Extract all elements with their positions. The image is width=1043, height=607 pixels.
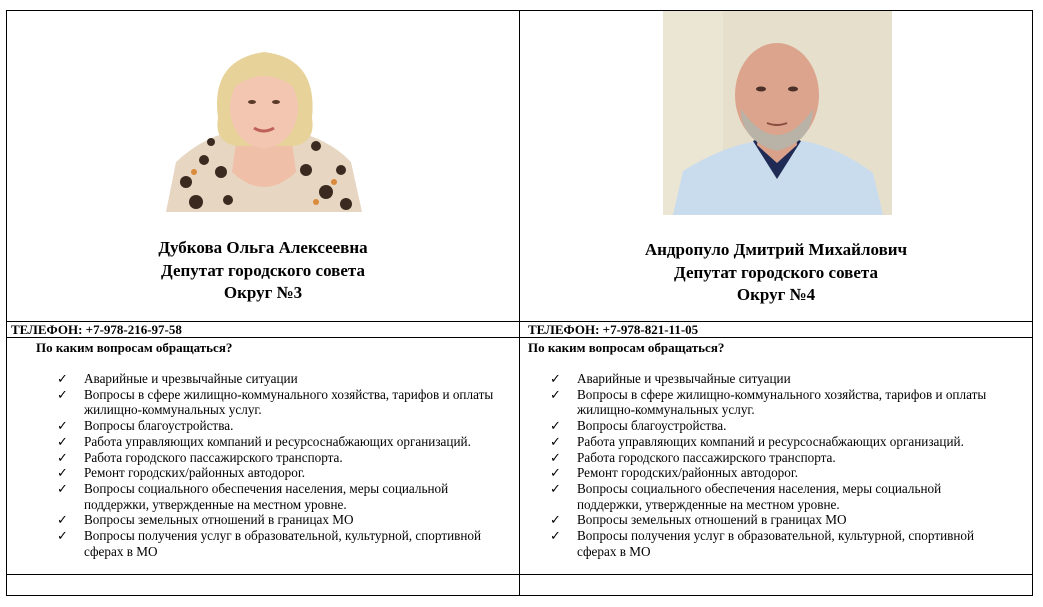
- deputy-name: Дубкова Ольга Алексеевна: [158, 238, 368, 257]
- checkmark-icon: ✓: [57, 528, 68, 544]
- list-item: ✓ Ремонт городских/районных автодорог.: [57, 465, 306, 481]
- list-item: ✓ Вопросы получения услуг в образовательной, культурной, спортивной сферах в МО: [57, 528, 482, 559]
- list-item: ✓ Аварийные и чрезвычайные ситуации: [57, 371, 298, 386]
- list-item: ✓ Аварийные и чрезвычайные ситуации: [550, 371, 791, 386]
- deputy-position: Депутат городского совета: [674, 262, 878, 282]
- checkmark-icon: ✓: [57, 386, 68, 402]
- deputy-phone: ТЕЛЕФОН: +7-978-216-97-58: [11, 322, 182, 337]
- list-item: ✓ Вопросы получения услуг в образовательной, культурной, спортивной сферах в МО: [550, 528, 975, 559]
- deputy-phone: ТЕЛЕФОН: +7-978-821-11-05: [528, 322, 699, 337]
- checkmark-icon: ✓: [57, 418, 68, 434]
- deputy-name-block-1: [7, 237, 519, 305]
- checkmark-icon: ✓: [550, 386, 561, 402]
- checkmark-icon: ✓: [57, 433, 68, 449]
- checkmark-icon: ✓: [550, 449, 561, 465]
- list-item: ✓ Вопросы в сфере жилищно-коммунального хозяйства, тарифов и оплаты жилищно-коммунальных услуг.: [57, 386, 494, 418]
- checkmark-icon: ✓: [57, 480, 68, 496]
- row-divider-topics: [7, 574, 1032, 575]
- list-item: ✓ Вопросы земельных отношений в границах МО: [550, 512, 847, 528]
- list-item: ✓ Работа городского пассажирского транспорта.: [57, 449, 343, 465]
- list-item: ✓ Работа городского пассажирского транспорта.: [550, 449, 836, 465]
- deputy-photo-2: [663, 11, 892, 215]
- checkmark-icon: ✓: [57, 449, 68, 465]
- list-item: ✓ Работа управляющих компаний и ресурсоснабжающих организаций.: [57, 433, 471, 449]
- list-item: ✓ Вопросы земельных отношений в границах МО: [57, 512, 354, 528]
- checkmark-icon: ✓: [57, 512, 68, 528]
- checkmark-icon: ✓: [550, 433, 561, 449]
- row-divider-phone: [7, 337, 1032, 338]
- deputy-photo-1: [166, 42, 362, 212]
- deputy-name-block-2: [520, 239, 1032, 307]
- list-item: ✓ Работа управляющих компаний и ресурсоснабжающих организаций.: [550, 433, 964, 449]
- deputy-name: Андропуло Дмитрий Михайлович: [644, 240, 908, 259]
- checkmark-icon: ✓: [57, 465, 68, 481]
- deputy-district: Округ №4: [736, 285, 816, 304]
- checkmark-icon: ✓: [57, 371, 68, 386]
- list-item: ✓ Вопросы социального обеспечения населения, меры социальной поддержки, утвержденные на местном уровне.: [57, 480, 449, 512]
- checkmark-icon: ✓: [550, 418, 561, 434]
- deputy-position: Депутат городского совета: [161, 260, 365, 280]
- topics-heading: По каким вопросам обращаться?: [528, 340, 725, 355]
- checkmark-icon: ✓: [550, 512, 561, 528]
- list-item: ✓ Вопросы благоустройства.: [57, 418, 234, 434]
- checkmark-icon: ✓: [550, 480, 561, 496]
- list-item: ✓ Ремонт городских/районных автодорог.: [550, 465, 799, 481]
- list-item: ✓ Вопросы социального обеспечения населения, меры социальной поддержки, утвержденные на местном уровне.: [550, 480, 942, 512]
- deputy-district: Округ №3: [223, 283, 303, 302]
- list-item: ✓ Вопросы в сфере жилищно-коммунального хозяйства, тарифов и оплаты жилищно-коммунальных услуг.: [550, 386, 987, 418]
- topics-list: [57, 371, 512, 559]
- checkmark-icon: ✓: [550, 465, 561, 481]
- checkmark-icon: ✓: [550, 528, 561, 544]
- topics-heading: По каким вопросам обращаться?: [36, 340, 233, 355]
- topics-list: [550, 371, 1005, 559]
- checkmark-icon: ✓: [550, 371, 561, 386]
- list-item: ✓ Вопросы благоустройства.: [550, 418, 727, 434]
- deputies-table: [6, 10, 1033, 596]
